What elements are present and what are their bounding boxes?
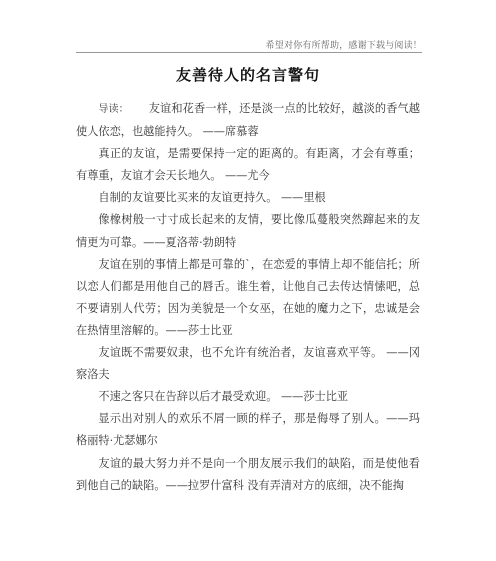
page-title: 友善待人的名言警句 <box>175 66 320 84</box>
document-body <box>76 98 420 497</box>
quote-paragraph: 友谊在别的事情上都是可靠的`，在恋爱的事情上却不能信托；所以恋人们都是用他自己的唇舌。谁生着，让他自己去传达情愫吧，总不要请别人代劳；因为美貌是一个女巫，在她的魔力之下，忠诚是会在热情里溶解的。——莎士比亚 <box>76 257 420 337</box>
intro-label: 导读： <box>98 104 129 115</box>
quote-paragraph: 显示出对别人的欢乐不屑一顾的样子，那是侮辱了别人。——玛格丽特·尤瑟娜尔 <box>76 412 420 448</box>
quote-paragraph: 不速之客只在告辞以后才最受欢迎。 ——莎士比亚 <box>98 390 349 404</box>
quote-paragraph: 友谊既不需要奴隶，也不允许有统治者，友谊喜欢平等。 ——冈察洛夫 <box>76 346 420 382</box>
header-divider <box>76 52 422 53</box>
header-note: 希望对你有所帮助，感谢下载与阅读！ <box>265 41 422 51</box>
quote-paragraph: 自制的友谊要比买来的友谊更持久。 ——里根 <box>98 191 326 205</box>
quote-paragraph: 友谊的最大努力并不是向一个朋友展示我们的缺陷，而是使他看到他自己的缺陷。——拉罗什富科 没有弄清对方的底细，决不能掏 <box>76 456 420 492</box>
quote-paragraph: 真正的友谊，是需要保持一定的距离的。有距离，才会有尊重；有尊重，友谊才会天长地久。 ——尤今 <box>76 147 420 183</box>
quote-paragraph: 像橡树般一寸寸成长起来的友情，要比像瓜蔓般突然蹿起来的友情更为可靠。——夏洛蒂·勃朗特 <box>76 213 420 249</box>
intro-text: 友谊和花香一样，还是淡一点的比较好，越淡的香气越使人依恋，也越能持久。 ——席慕蓉 <box>76 102 420 139</box>
intro-paragraph <box>76 98 420 143</box>
